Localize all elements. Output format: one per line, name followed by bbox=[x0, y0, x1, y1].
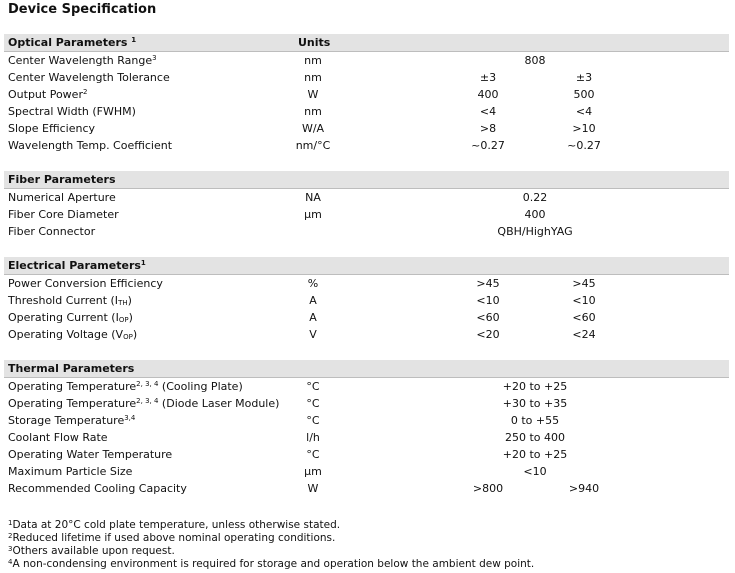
param-name: Spectral Width (FWHM) bbox=[8, 105, 136, 118]
param-name: Center Wavelength Tolerance bbox=[8, 71, 170, 84]
param-name: Fiber Core Diameter bbox=[8, 208, 119, 221]
section-header bbox=[4, 34, 729, 52]
param-name: Operating Current $(I_{OP})$ bbox=[8, 311, 133, 324]
footnote: $^3$Others available upon request. bbox=[8, 545, 175, 557]
fiber-section bbox=[4, 171, 729, 240]
param-name: Numerical Aperture bbox=[8, 191, 116, 204]
section-title: Electrical Parameters$^1$ bbox=[8, 259, 146, 272]
param-name: Output Power$^2$ bbox=[8, 88, 88, 101]
table-row: Operating Temperature$^{2, 3, 4}$ (Diode Laser Module) °C +30 to +35 bbox=[8, 397, 568, 410]
param-name: Coolant Flow Rate bbox=[8, 431, 108, 444]
section-header bbox=[4, 360, 729, 378]
footnote: $^2$Reduced lifetime if used above nominal operating conditions. bbox=[8, 532, 336, 544]
table-row: Storage Temperature$^{3,4}$ °C 0 to +55 bbox=[8, 414, 560, 427]
optical-section bbox=[4, 34, 729, 154]
table-row: Fiber Connector QBH/HighYAG bbox=[8, 225, 573, 238]
table-row: Center Wavelength Tolerance nm ±3 ±3 bbox=[8, 71, 593, 84]
param-name: Operating Temperature$^{2, 3, 4}$ (Diode Laser Module) bbox=[8, 397, 280, 410]
param-name: Center Wavelength Range$^3$ bbox=[8, 54, 157, 67]
section-title: Thermal Parameters bbox=[8, 362, 135, 375]
page-title: Device Specification bbox=[8, 2, 157, 17]
footnote: $^4$A non-condensing environment is required for storage and operation below the ambient dew point. bbox=[8, 558, 535, 570]
param-name: Maximum Particle Size bbox=[8, 465, 133, 478]
thermal-section bbox=[4, 360, 729, 497]
section-title: Optical Parameters $^1$ bbox=[8, 36, 137, 49]
table-row: Numerical Aperture NA 0.22 bbox=[8, 191, 548, 204]
param-name: Operating Voltage $(V_{OP})$ bbox=[8, 328, 138, 341]
param-name: Power Conversion Efficiency bbox=[8, 277, 163, 290]
table-row: Power Conversion Efficiency % >45 >45 bbox=[8, 277, 596, 290]
param-name: Recommended Cooling Capacity bbox=[8, 482, 187, 495]
footnote: $^1$Data at 20°C cold plate temperature, unless otherwise stated. bbox=[8, 519, 341, 531]
spec-table bbox=[4, 34, 729, 497]
section-header bbox=[4, 171, 729, 189]
param-name: Storage Temperature$^{3,4}$ bbox=[8, 414, 136, 427]
param-name: Operating Water Temperature bbox=[8, 448, 173, 461]
param-name: Wavelength Temp. Coefficient bbox=[8, 139, 173, 152]
param-name: Operating Temperature$^{2, 3, 4}$ (Cooling Plate) bbox=[8, 380, 243, 393]
param-name: Fiber Connector bbox=[8, 225, 96, 238]
param-name: Slope Efficiency bbox=[8, 122, 96, 135]
table-row: Fiber Core Diameter µm 400 bbox=[8, 208, 546, 221]
section-title: Fiber Parameters bbox=[8, 173, 116, 186]
table-row: Operating Temperature$^{2, 3, 4}$ (Cooling Plate) °C +20 to +25 bbox=[8, 380, 568, 393]
param-name: Threshold Current $(I_{TH})$ bbox=[8, 294, 132, 307]
table-row: Operating Current $(I_{OP})$ A <60 <60 bbox=[8, 311, 596, 324]
table-row: Threshold Current $(I_{TH})$ A <10 <10 bbox=[8, 294, 596, 307]
units-header: Units bbox=[298, 36, 331, 49]
section-header bbox=[4, 257, 729, 275]
table-row: Coolant Flow Rate l/h 250 to 400 bbox=[8, 431, 566, 444]
table-row: Slope Efficiency W/A >8 >10 bbox=[8, 122, 596, 135]
table-row: Spectral Width (FWHM) nm <4 <4 bbox=[8, 105, 593, 118]
table-row: Operating Voltage $(V_{OP})$ V <20 <24 bbox=[8, 328, 596, 341]
table-row: Operating Water Temperature °C +20 to +25 bbox=[8, 448, 568, 461]
table-row: Maximum Particle Size µm <10 bbox=[8, 465, 547, 478]
electrical-section bbox=[4, 257, 729, 343]
table-row: Wavelength Temp. Coefficient nm/°C ~0.27 ~0.27 bbox=[8, 139, 601, 152]
table-row: Center Wavelength Range$^3$ nm 808 bbox=[8, 54, 546, 67]
footnotes bbox=[8, 519, 534, 571]
table-row: Recommended Cooling Capacity W >800 >940 bbox=[8, 482, 600, 495]
table-row: Output Power$^2$ W 400 500 bbox=[8, 88, 595, 101]
